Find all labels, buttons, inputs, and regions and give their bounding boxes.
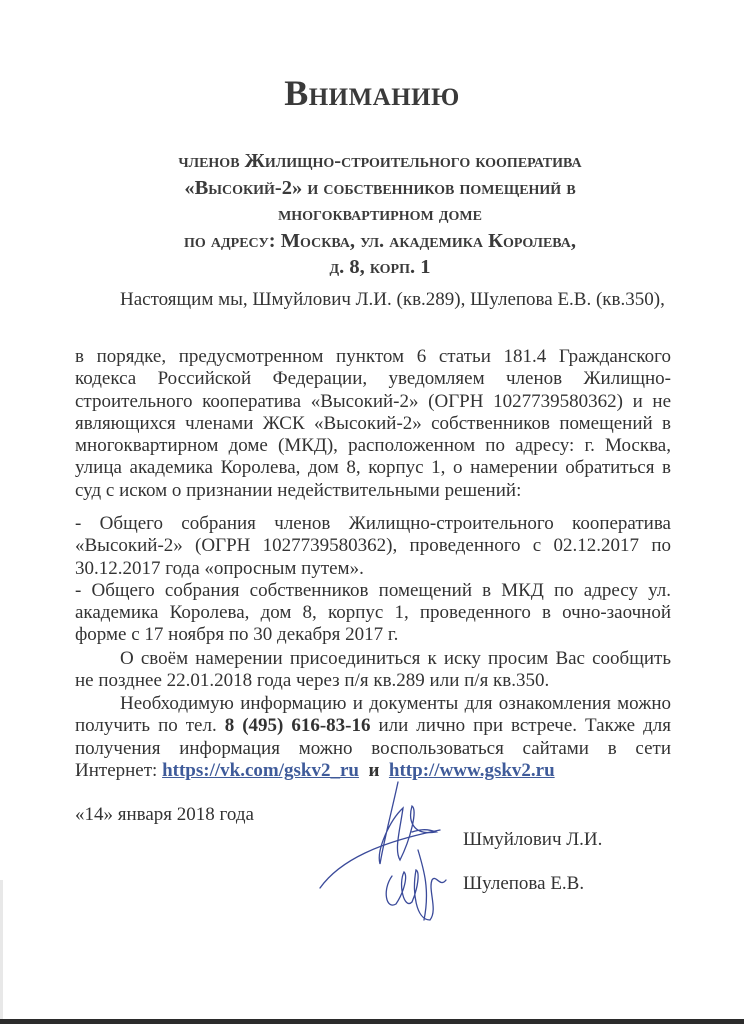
main-paragraph: в порядке, предусмотренном пунктом 6 статьи 181.4 Гражданского кодекса Российской Федерации, уведомляем членов Жилищно-строительного кооператива «Высокий-2» (ОГРН 1027739580362) и не являющихся членами ЖСК «Высокий-2» собственников помещений в многоквартирном доме (МКД), расположенном по адресу: г. Москва, улица академика Королева, дом 8, корпус 1, о намерении обратиться в суд с иском о признании недействительными решений:	[75, 346, 671, 501]
phone-number: 8 (495) 616-83-16	[224, 715, 371, 737]
link-separator: и	[358, 759, 389, 781]
vk-link[interactable]: https://vk.com/gskv2_ru	[162, 759, 359, 781]
signer-name: Шулепова Е.В.	[463, 873, 585, 894]
info-text: или лично при встрече. Также для получения информация можно воспользоваться сайтами в сети Интернет:	[75, 715, 671, 781]
subtitle-line: членов Жилищно-строительного кооператива	[178, 150, 582, 172]
subtitle-line: «Высокий-2» и собственников помещений в	[184, 176, 576, 199]
scan-edge	[0, 1019, 744, 1024]
document-date: «14» января 2018 года	[75, 804, 254, 825]
handwritten-signatures	[300, 780, 480, 940]
info-paragraph	[75, 693, 671, 782]
signature-stroke	[320, 830, 440, 888]
scan-edge	[0, 880, 3, 1020]
signer-name: Шмуйлович Л.И.	[463, 829, 603, 850]
signature-stroke	[418, 850, 426, 920]
subtitle-line: многоквартирном доме	[278, 203, 482, 225]
intro-paragraph: Настоящим мы, Шмуйлович Л.И. (кв.289), Шулепова Е.В. (кв.350),	[120, 289, 665, 310]
document-subtitle	[100, 148, 660, 281]
subtitle-line: по адресу: Москва, ул. академика Королева,	[184, 229, 576, 252]
resolutions-list	[75, 513, 671, 647]
resolution-item: - Общего собрания собственников помещений в МКД по адресу ул. академика Королева, дом 8, корпус 1, проведенного в очно-заочной форме с 17 ноября по 30 декабря 2017 г.	[75, 579, 671, 646]
signature-stroke	[379, 782, 436, 864]
info-text: Необходимую информацию и документы для ознакомления можно получить по тел.	[75, 693, 671, 737]
subtitle-line: д. 8, корп. 1	[329, 256, 431, 278]
website-link[interactable]: http://www.gskv2.ru	[388, 759, 555, 781]
resolution-item: - Общего собрания членов Жилищно-строительного кооператива «Высокий-2» (ОГРН 1027739580362), проведенного с 02.12.2017 по 30.12.2017 года «опросным путем».	[75, 513, 671, 579]
join-request-paragraph: О своём намерении присоединиться к иску просим Вас сообщить не позднее 22.01.2018 года через п/я кв.289 или п/я кв.350.	[75, 648, 671, 692]
signature-stroke	[386, 870, 446, 920]
document-title: Вниманию	[284, 73, 460, 113]
